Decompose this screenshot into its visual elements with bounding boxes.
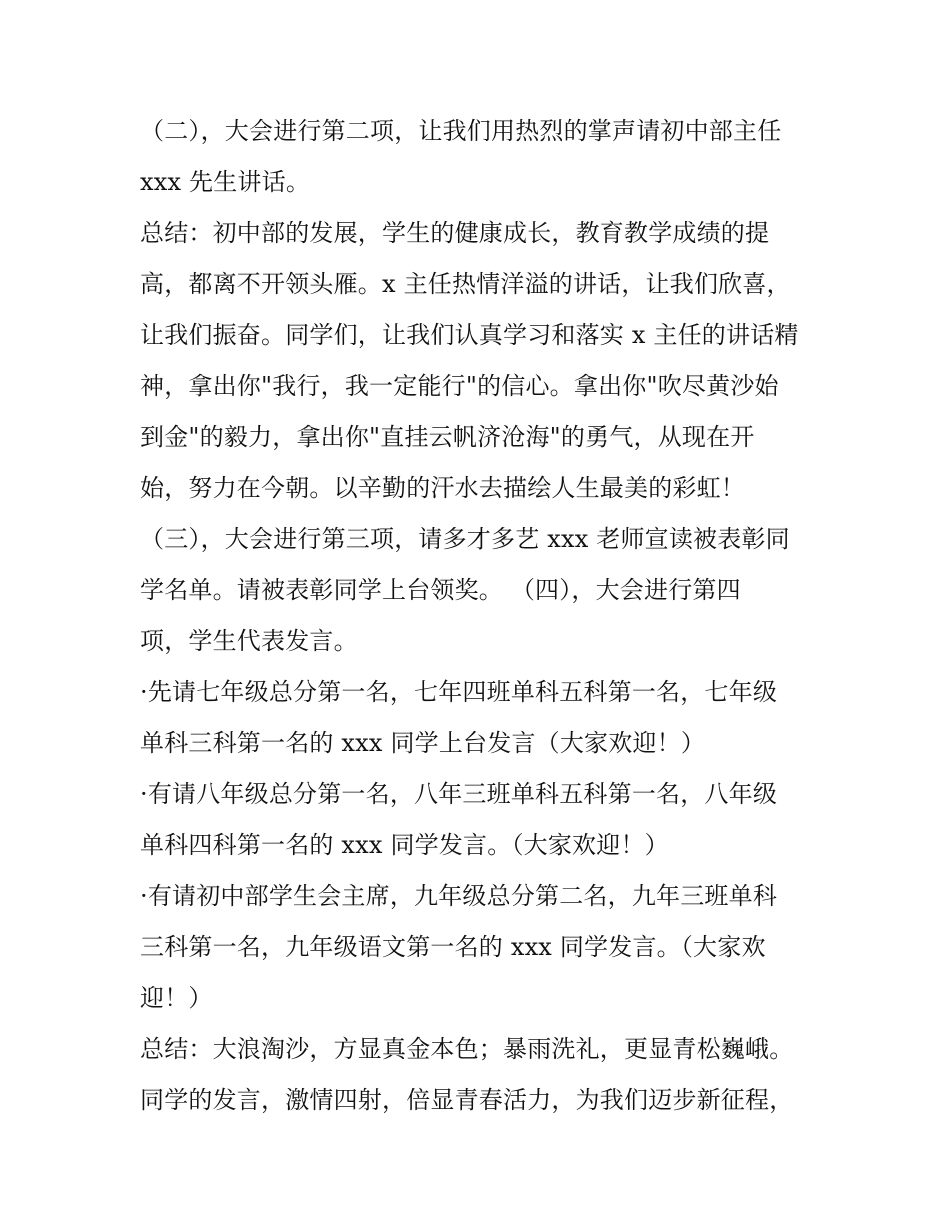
text-line: （二），大会进行第二项，让我们用热烈的掌声请初中部主任 — [140, 117, 782, 145]
text-line: ·先请七年级总分第一名，七年四班单科五科第一名，七年级 — [140, 678, 778, 706]
text-line: 三科第一名，九年级语文第一名的 xxx 同学发言。（大家欢 — [140, 933, 766, 961]
text-line: 总结：初中部的发展，学生的健康成长，教育教学成绩的提 — [140, 219, 770, 247]
text-line: 学名单。请被表彰同学上台领奖。 （四），大会进行第四 — [140, 576, 741, 604]
text-line: 迎！） — [140, 984, 213, 1012]
text-line: ·有请初中部学生会主席，九年级总分第二名，九年三班单科 — [140, 882, 778, 910]
text-line: 总结：大浪淘沙，方显真金本色；暴雨洗礼，更显青松巍峨。 — [140, 1035, 794, 1063]
text-line: 让我们振奋。同学们，让我们认真学习和落实 x 主任的讲话精 — [140, 321, 799, 349]
document-body — [140, 106, 830, 1126]
text-line: （三），大会进行第三项，请多才多艺 xxx 老师宣读被表彰同 — [140, 525, 790, 553]
text-line: 单科三科第一名的 xxx 同学上台发言（大家欢迎！） — [140, 729, 706, 757]
text-line: 高，都离不开领头雁。x 主任热情洋溢的讲话，让我们欣喜， — [140, 270, 791, 298]
text-line: ·有请八年级总分第一名，八年三班单科五科第一名，八年级 — [140, 780, 778, 808]
text-line: 到金"的毅力，拿出你"直挂云帆济沧海"的勇气，从现在开 — [140, 423, 755, 451]
text-line: 同学的发言，激情四射，倍显青春活力，为我们迈步新征程， — [140, 1086, 794, 1114]
text-line: 项，学生代表发言。 — [140, 627, 358, 655]
text-line: 神，拿出你"我行，我一定能行"的信心。拿出你"吹尽黄沙始 — [140, 372, 779, 400]
text-line: xxx 先生讲话。 — [140, 168, 311, 196]
text-line: 单科四科第一名的 xxx 同学发言。（大家欢迎！） — [140, 831, 669, 859]
text-line: 始，努力在今朝。以辛勤的汗水去描绘人生最美的彩虹！ — [140, 474, 745, 502]
